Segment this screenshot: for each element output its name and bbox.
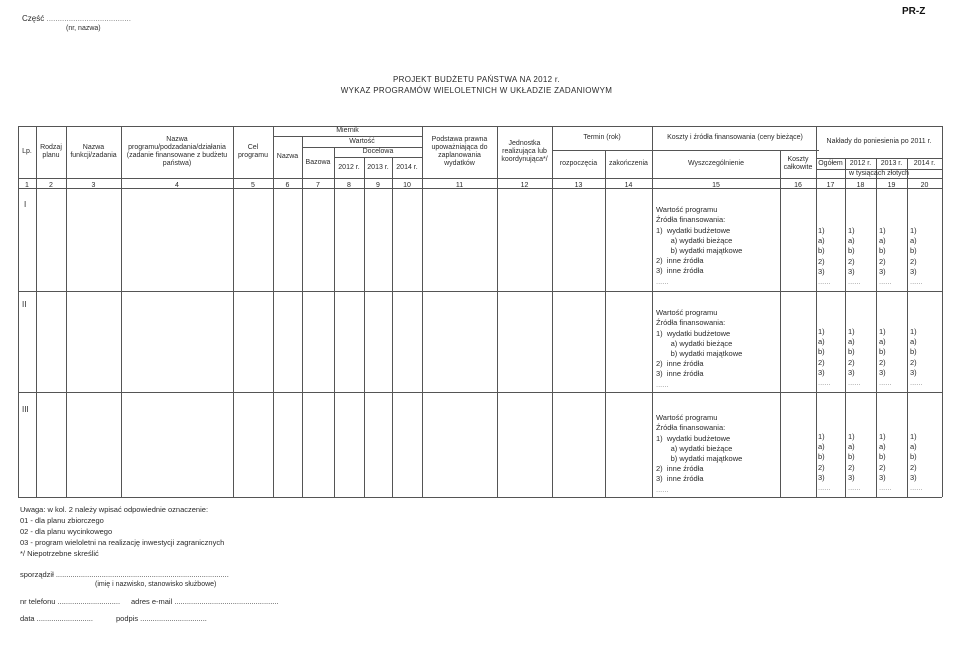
hdr-termin: Termin (rok) [583,134,621,141]
uwaga-note: Uwaga: w kol. 2 należy wpisać odpowiednie oznaczenie: [20,505,209,514]
amount-marker: ...... [879,277,892,286]
amount-marker: 2) [879,357,886,367]
amount-marker: ...... [879,378,892,387]
amount-marker: 3) [818,367,825,377]
czesc-label: Część ...................................... [22,14,131,23]
amount-marker: a) [848,236,855,246]
amount-marker: b) [818,347,825,357]
amount-marker: a) [848,337,855,347]
amount-marker: 3) [879,367,886,377]
amount-marker: ...... [818,378,831,387]
amount-marker: 1) [818,327,825,336]
colnum-18: 18 [856,182,865,189]
data-field[interactable]: data ........................... [20,614,93,623]
colnum-19: 19 [887,182,896,189]
amount-marker: 1) [848,432,855,441]
amount-marker: 2) [848,462,855,472]
hdr-lp: Lp. [22,148,32,155]
hdr-jednostka: Jednostka realizująca lub koordynująca*/ [501,140,548,163]
hdr-cel-programu: Cel programu [238,144,268,159]
colnum-14: 14 [624,182,633,189]
amount-marker: 1) [879,327,886,336]
amount-marker: 3) [848,472,855,482]
czesc-hint: (nr, nazwa) [66,25,101,32]
footnote-niepotrzebne: */ Niepotrzebne skreślić [20,549,99,558]
amount-marker: ...... [879,483,892,492]
colnum-20: 20 [920,182,929,189]
hdr-bazowa: Bazowa [305,158,331,166]
row-3-lp: III [22,405,29,414]
amount-marker: 1) [818,432,825,441]
sporzadzil-field[interactable]: sporządził ................................................................................... [20,570,229,579]
row-2-wyszczegolnienie: Wartość programu Źródła finansowania: 1) wydatki budżetowe a) wydatki bieżące b) wydatki majątkowe 2) inne źródła 3) inne źródła ...... [656,308,743,389]
amount-marker: b) [848,246,855,256]
amount-marker: b) [818,246,825,256]
amount-marker: b) [910,246,917,256]
amount-marker: ...... [910,277,923,286]
row-2-lp: II [22,300,27,309]
colnum-16: 16 [794,182,802,189]
colnum-4: 4 [175,182,179,189]
amount-marker: 2) [910,357,917,367]
amount-marker: 3) [910,266,917,276]
hdr-docelowa: Docelowa [362,148,394,155]
amount-marker: ...... [818,483,831,492]
amount-marker: 2) [879,462,886,472]
hdr-ogolem: Ogółem [818,159,843,167]
sporzadzil-hint: (imię i nazwisko, stanowisko służbowe) [95,581,217,588]
amount-marker: 3) [848,367,855,377]
colnum-3: 3 [91,182,96,189]
amount-marker: b) [848,347,855,357]
amount-marker: 2) [818,462,825,472]
colnum-6: 6 [285,182,290,189]
hdr-naklady-2013: 2013 r. [880,159,903,167]
amount-marker: b) [879,246,886,256]
row-3-wyszczegolnienie: Wartość programu Źródła finansowania: 1) wydatki budżetowe a) wydatki bieżące b) wydatki majątkowe 2) inne źródła 3) inne źródła ...... [656,413,743,494]
amount-marker: ...... [848,378,861,387]
amount-marker: 1) [879,432,886,441]
colnum-11: 11 [455,182,464,189]
hdr-miernik: Miernik [336,127,359,134]
amount-marker: ...... [848,483,861,492]
form-code: PR-Z [902,6,926,17]
hdr-koszty: Koszty i źródła finansowania (ceny bieżące) [667,134,803,141]
colnum-5: 5 [251,182,255,189]
amount-marker: a) [879,236,886,246]
amount-marker: a) [818,442,825,452]
amount-marker: 3) [910,367,917,377]
amount-marker: 1) [848,226,855,235]
amount-marker: b) [879,452,886,462]
amount-marker: ...... [818,277,831,286]
colnum-2: 2 [49,182,53,189]
hdr-2013: 2013 r. [367,163,389,171]
hdr-naklady-2014: 2014 r. [913,159,936,167]
hdr-2012: 2012 r. [338,163,360,171]
colnum-7: 7 [316,182,320,189]
option-01: 01 - dla planu zbiorczego [20,516,104,525]
colnum-17: 17 [826,182,835,189]
amount-marker: 1) [879,226,886,235]
amount-marker: 2) [848,256,855,266]
hdr-naklady: Nakłady do poniesienia po 2011 r. [826,138,932,145]
hdr-podstawa: Podstawa prawna upoważniająca do zaplanowania wydatków [431,136,488,167]
colnum-9: 9 [376,182,380,189]
amount-marker: b) [910,452,917,462]
hdr-koszty-calkowite: Koszty całkowite [783,156,813,171]
email-field[interactable]: adres e-mail .................................................. [131,597,279,606]
amount-marker: ...... [910,378,923,387]
amount-marker: b) [879,347,886,357]
hdr-nazwa: Nazwa [276,153,299,160]
hdr-naklady-2012: 2012 r. [849,159,872,167]
hdr-wartosc: Wartość [349,137,375,145]
row-1-lp: I [24,200,27,209]
colnum-8: 8 [347,182,351,189]
amount-marker: a) [848,442,855,452]
option-03: 03 - program wieloletni na realizację inwestycji zagranicznych [20,538,225,547]
amount-marker: a) [910,442,917,452]
title-line-1: PROJEKT BUDŻETU PAŃSTWA NA 2012 r. [393,75,560,84]
colnum-10: 10 [403,182,411,189]
podpis-field[interactable]: podpis ................................ [116,614,207,623]
title-line-2: WYKAZ PROGRAMÓW WIELOLETNICH W UKŁADZIE ZADANIOWYM [340,86,613,95]
telefon-field[interactable]: nr telefonu .............................. [20,597,121,606]
amount-marker: 3) [910,472,917,482]
hdr-wyszczegolnienie: Wyszczególnienie [688,160,744,167]
hdr-rozpoczecia: rozpoczęcia [559,160,598,167]
amount-marker: 2) [818,357,825,367]
amount-marker: 3) [879,266,886,276]
amount-marker: 2) [879,256,886,266]
amount-marker: 1) [818,226,825,235]
colnum-12: 12 [520,182,529,189]
row-1-wyszczegolnienie: Wartość programu Źródła finansowania: 1) wydatki budżetowe a) wydatki bieżące b) wydatki majątkowe 2) inne źródła 3) inne źródła ...... [656,205,743,286]
amount-marker: 1) [848,327,855,336]
amount-marker: 3) [848,266,855,276]
colnum-1: 1 [25,182,29,189]
colnum-13: 13 [574,182,583,189]
colnum-15: 15 [712,182,720,189]
amount-marker: 3) [879,472,886,482]
hdr-w-tysiacach: w tysiącach złotych [849,169,909,177]
hdr-2014: 2014 r. [396,163,418,171]
amount-marker: b) [910,347,917,357]
amount-marker: b) [848,452,855,462]
amount-marker: 1) [910,226,917,235]
amount-marker: 1) [910,432,917,441]
amount-marker: 2) [910,256,917,266]
hdr-zakonczenia: zakończenia [609,160,648,167]
hdr-rodzaj-planu: Rodzaj planu [40,144,62,159]
amount-marker: b) [818,452,825,462]
amount-marker: a) [910,337,917,347]
amount-marker: 1) [910,327,917,336]
amount-marker: 2) [910,462,917,472]
amount-marker: 3) [818,266,825,276]
amount-marker: 3) [818,472,825,482]
hdr-nazwa-programu: Nazwa programu/podzadania/działania (zadanie finansowane z budżetu państwa) [126,136,228,167]
amount-marker: a) [818,236,825,246]
amount-marker: ...... [848,277,861,286]
amount-marker: 2) [848,357,855,367]
amount-marker: a) [879,442,886,452]
amount-marker: a) [910,236,917,246]
amount-marker: 2) [818,256,825,266]
hdr-nazwa-funkcji: Nazwa funkcji/zadania [70,144,117,159]
amount-marker: a) [818,337,825,347]
amount-marker: ...... [910,483,923,492]
option-02: 02 - dla planu wycinkowego [20,527,113,536]
amount-marker: a) [879,337,886,347]
